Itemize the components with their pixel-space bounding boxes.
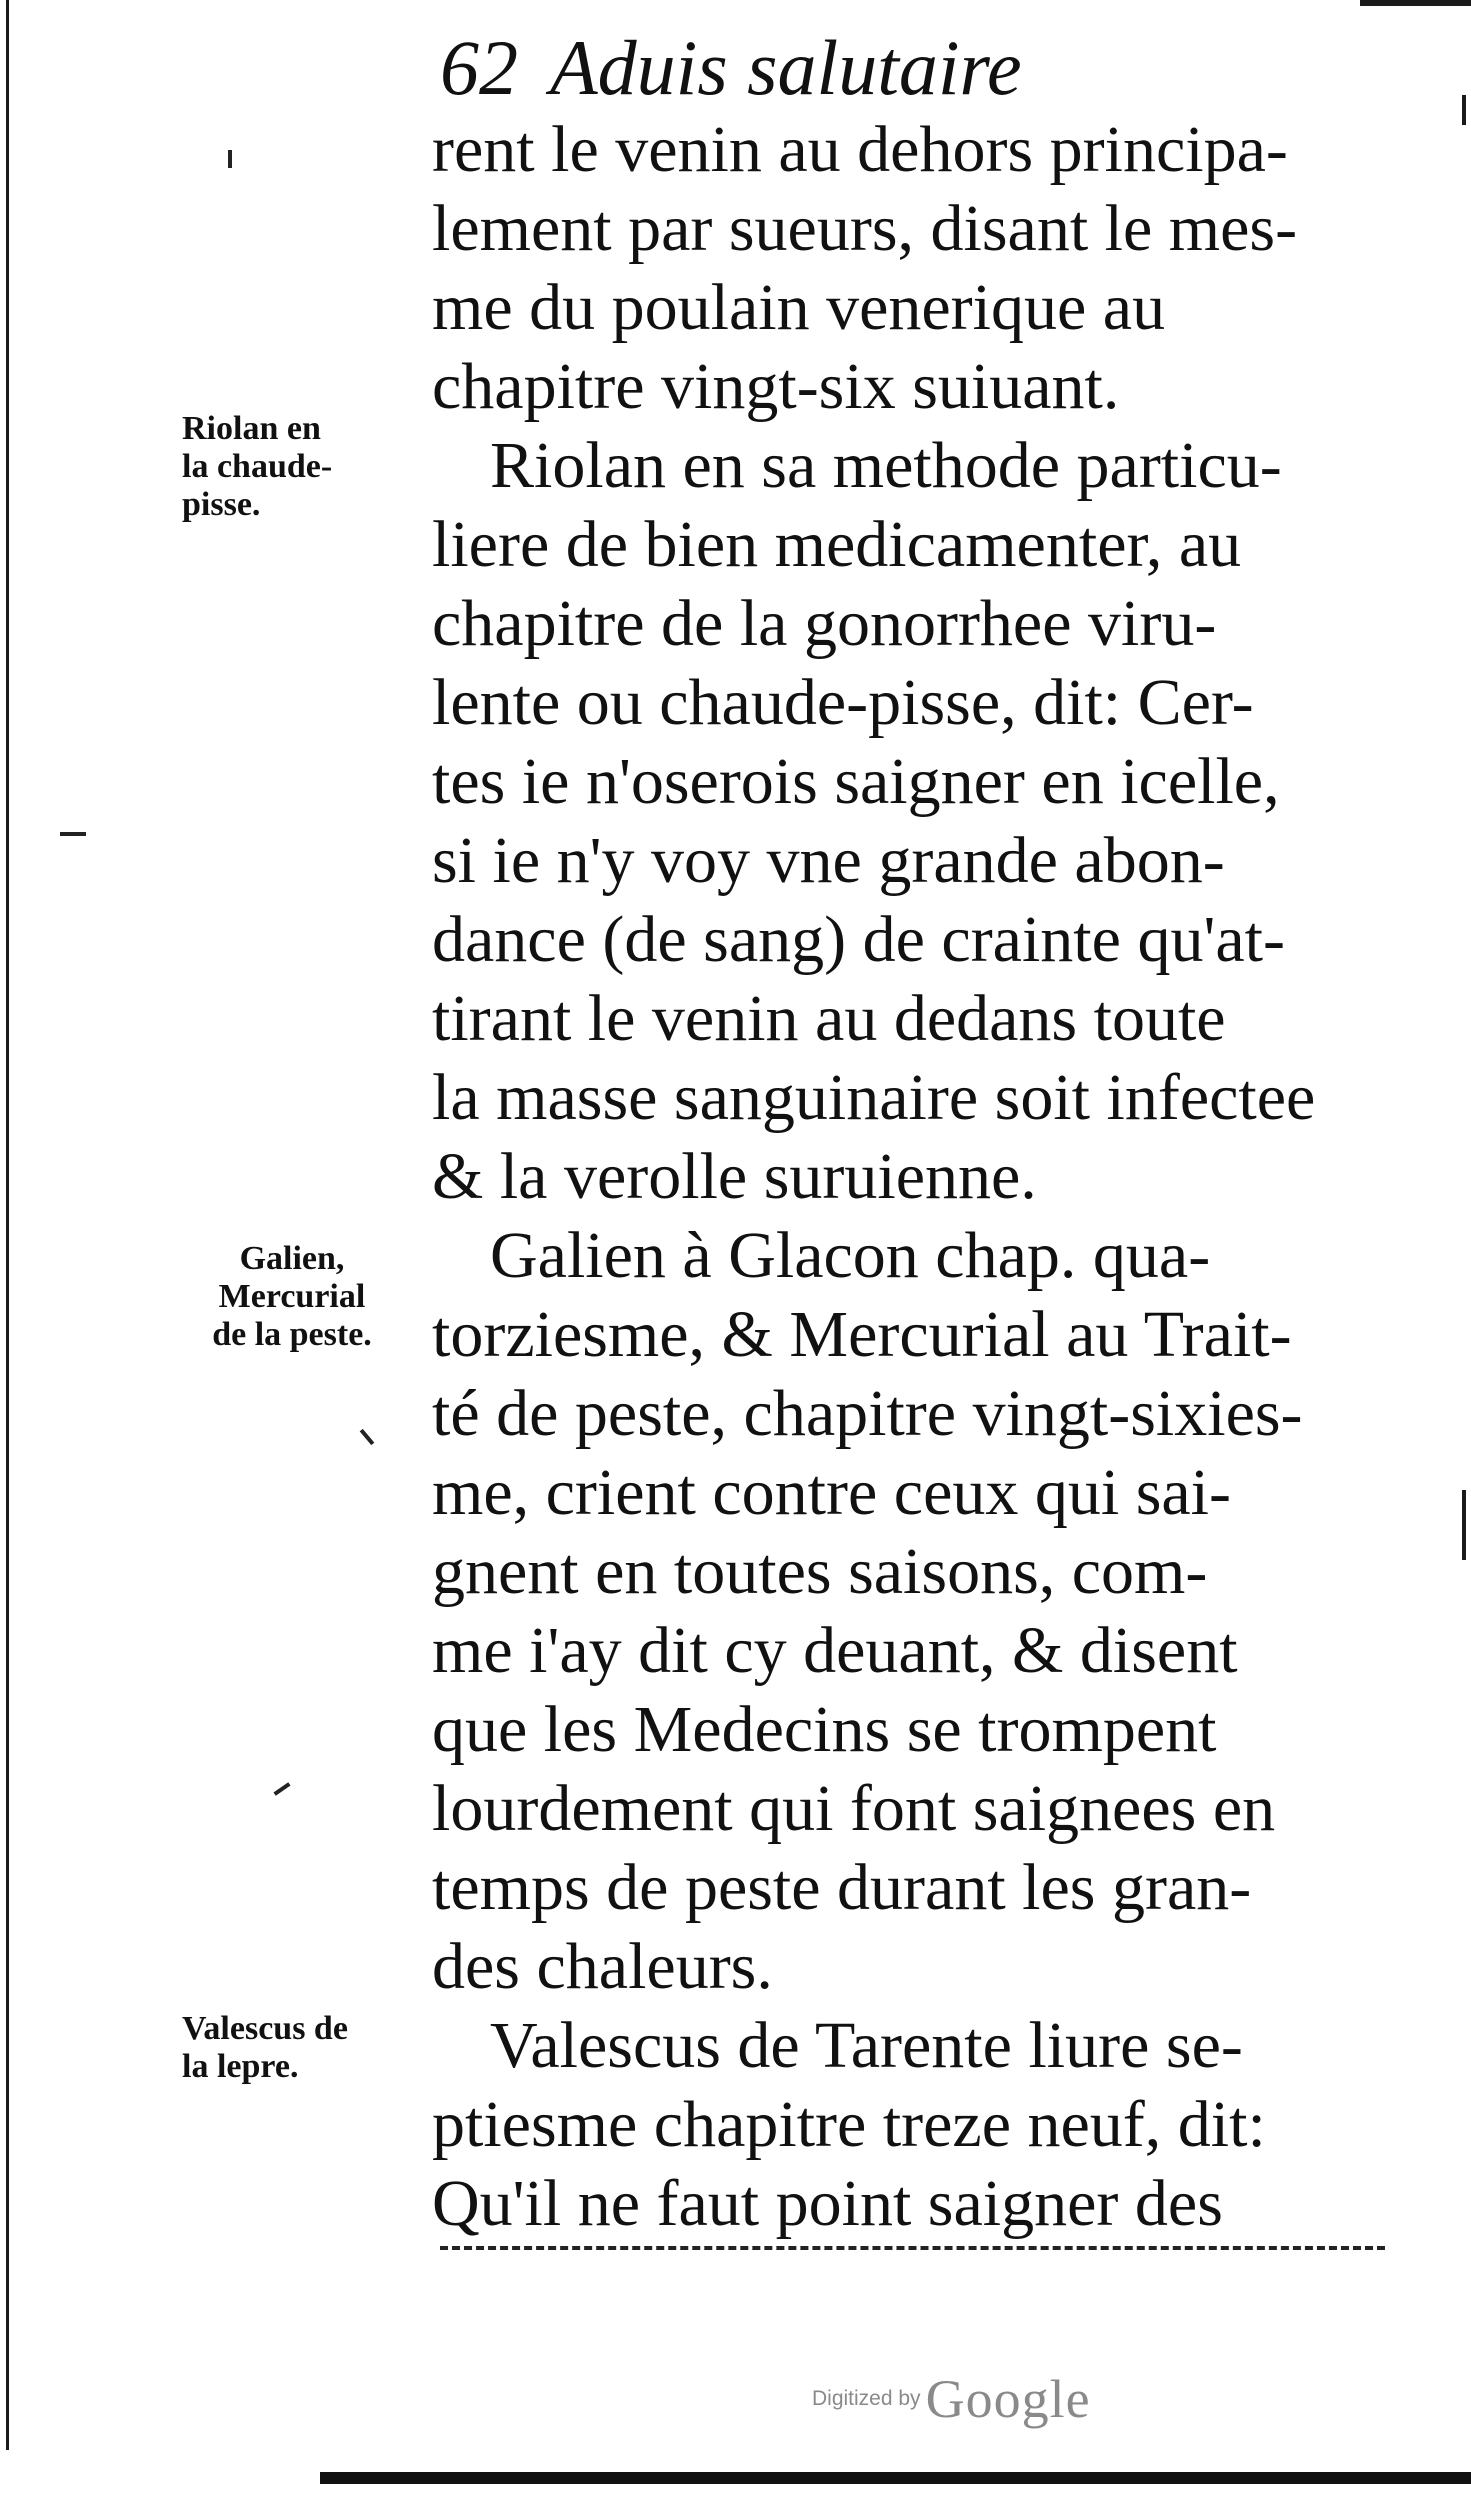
left-binding-edge	[6, 0, 9, 2450]
stray-mark	[360, 1429, 375, 1445]
text-line: des chaleurs.	[432, 1930, 773, 2003]
bottom-edge-shadow	[320, 2472, 1471, 2484]
text-line: Galien à Glacon chap. qua-	[490, 1219, 1211, 1292]
text-line: torziesme, & Mercurial au Trait-	[432, 1298, 1292, 1371]
margin-note-line: pisse.	[182, 486, 261, 523]
top-edge-shadow	[1360, 0, 1471, 6]
margin-note-line: Galien,	[239, 1240, 345, 1277]
text-line: chapitre de la gonorrhee viru-	[432, 587, 1217, 660]
digitizer-watermark	[812, 2368, 1212, 2430]
text-line: si ie n'y voy vne grande abon-	[432, 824, 1225, 897]
margin-note-line: la lepre.	[182, 2048, 299, 2085]
margin-note-line: Riolan en	[182, 410, 321, 447]
margin-note	[182, 2010, 427, 2086]
text-line: té de peste, chapitre vingt-sixies-	[432, 1377, 1303, 1450]
text-line: temps de peste durant les gran-	[432, 1851, 1252, 1924]
text-line: Riolan en sa methode particu-	[490, 429, 1282, 502]
margin-note	[182, 1240, 402, 1354]
right-edge-mark	[1462, 1490, 1466, 1560]
text-line: chapitre vingt-six suiuant.	[432, 350, 1120, 423]
google-logo: Google	[925, 2369, 1091, 2429]
margin-note	[182, 410, 427, 524]
text-line: me, crient contre ceux qui sai-	[432, 1456, 1231, 1529]
text-line: gnent en toutes saisons, com-	[432, 1535, 1208, 1608]
text-line: me i'ay dit cy deuant, & disent	[432, 1614, 1238, 1687]
digitized-by-label: Digitized by	[812, 2387, 921, 2410]
stray-mark	[273, 1782, 290, 1796]
stray-mark	[228, 150, 232, 168]
page-number: 62	[440, 24, 518, 111]
text-line: tes ie n'oserois saigner en icelle,	[432, 745, 1280, 818]
margin-note-line: Valescus de	[182, 2010, 348, 2047]
text-line: me du poulain venerique au	[432, 271, 1166, 344]
text-line: rent le venin au dehors principa-	[432, 113, 1288, 186]
text-line: lement par sueurs, disant le mes-	[432, 192, 1298, 265]
running-title: Aduis salutaire	[550, 24, 1022, 111]
text-line: ptiesme chapitre treze neuf, dit:	[432, 2088, 1266, 2161]
margin-note-line: de la peste.	[212, 1316, 372, 1353]
text-line: dance (de sang) de crainte qu'at-	[432, 903, 1285, 976]
margin-note-line: Mercurial	[218, 1278, 366, 1315]
margin-note-line: la chaude-	[182, 448, 333, 485]
cropped-line-remnant	[440, 2246, 1385, 2250]
body-text	[432, 110, 1392, 2243]
text-line: liere de bien medicamenter, au	[432, 508, 1242, 581]
running-head	[440, 20, 1340, 115]
text-line: lourdement qui font saignees en	[432, 1772, 1276, 1845]
text-line: Valescus de Tarente liure se-	[490, 2009, 1243, 2082]
text-line: & la verolle suruienne.	[432, 1140, 1037, 1213]
text-line: la masse sanguinaire soit infectee	[432, 1061, 1316, 1134]
text-line: que les Medecins se trompent	[432, 1693, 1217, 1766]
text-line: tirant le venin au dedans toute	[432, 982, 1226, 1055]
stray-mark	[60, 832, 86, 836]
right-edge-mark	[1462, 95, 1466, 125]
text-line: lente ou chaude-pisse, dit: Cer-	[432, 666, 1254, 739]
text-line: Qu'il ne faut point saigner des	[432, 2167, 1223, 2240]
